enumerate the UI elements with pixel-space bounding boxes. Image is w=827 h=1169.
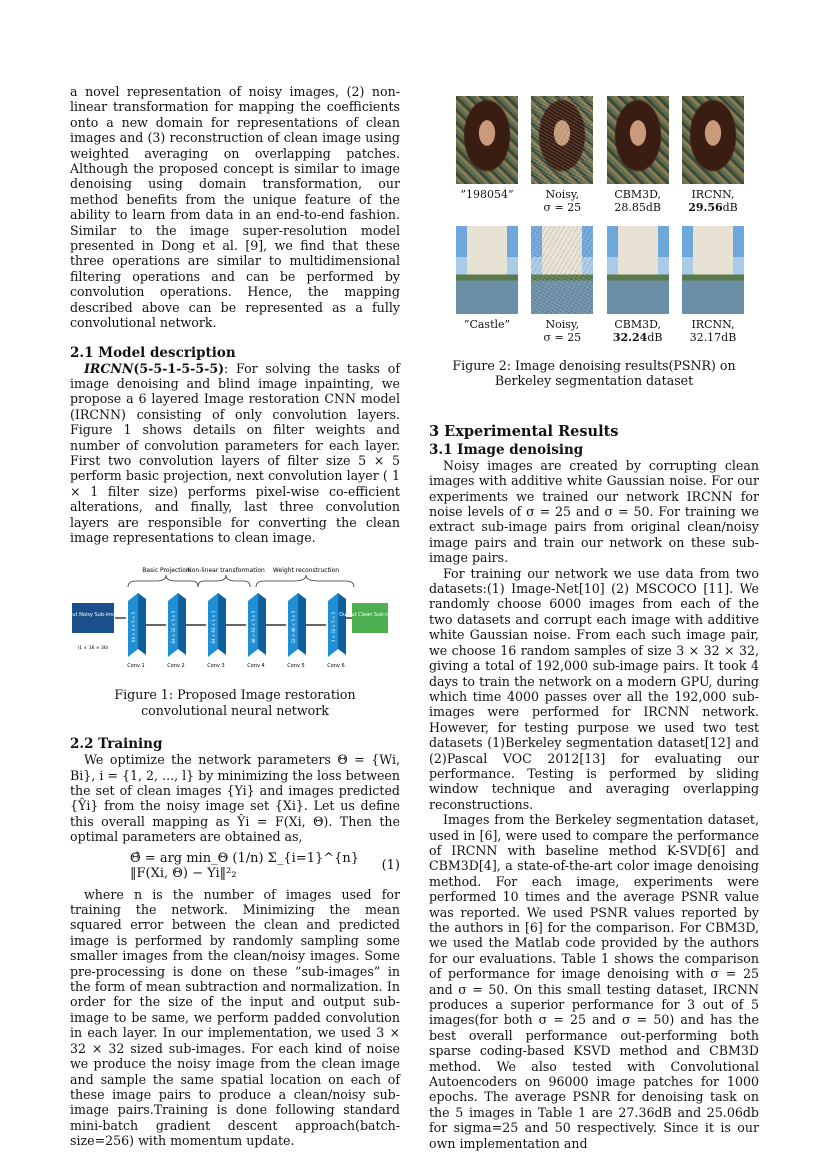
figure-1-caption: Figure 1: Proposed Image restoration convolutional neural network [114, 687, 356, 718]
conv-layer-name: Conv 3 [207, 663, 225, 670]
image-caption: Noisy, [545, 188, 580, 201]
section-2-1-heading: 2.1 Model description [70, 344, 236, 361]
ircnn-architecture: (5-5-1-5-5-5) [133, 360, 225, 376]
conv-layer-side [218, 593, 226, 655]
output-block [352, 603, 388, 633]
image-caption [606, 331, 670, 344]
conv-layer-name: Conv 6 [327, 663, 345, 670]
image-caption: IRCNN, [691, 318, 735, 331]
image-caption [681, 201, 745, 214]
castle-clean-image [456, 226, 518, 314]
conv-layer-block [146, 593, 186, 669]
equation-1 [70, 851, 400, 881]
conv-layer-name: Conv 4 [247, 663, 265, 670]
portrait-cbm3d-image [607, 96, 669, 184]
right-column [429, 84, 759, 1151]
conv-layer-block [186, 593, 226, 669]
castle-ircnn-image [682, 226, 744, 314]
denoising-paragraph-1: Noisy images are created by corrupting clean images with additive white Gaussian noise. For our experiments we trained our network IRCNN for noise levels of σ = 25 and σ = 50. For training we extract sub-image pairs from original clean/noisy image pairs and train our network on these sub-image pairs. [429, 457, 759, 566]
conv-layer-block [266, 593, 306, 669]
figure-2-cell [681, 226, 745, 344]
conv-layer-block [226, 593, 266, 669]
figure-2-cell [681, 96, 745, 214]
conv-layer-block [306, 593, 346, 669]
weight-reconstruction-label: Weight reconstruction [272, 567, 340, 575]
conv-layer-side [258, 593, 266, 655]
image-caption: 32.17dB [689, 331, 737, 344]
image-caption: 28.85dB [614, 201, 661, 214]
intro-paragraph: a novel representation of noisy images, (2) non-linear transformation for mapping the coefficients onto a new domain for representations of clean images and (3) reconstruction of clean image using weighted averaging on overlapping patches. Although the proposed concept is similar to image denoising using domain transformation, our method benefits from the unique feature of the ability to learn from data in an end-to-end fashion. Similar to the image super-resolution model presented in Dong et al. [9], we find that these three operations are similar to multidimensional filtering operations and can be performed by convolution operations. Hence, the mapping described above can be represented as a fully convolutional network. [70, 84, 400, 331]
training-paragraph-1: We optimize the network parameters Θ = {Wi, Bi}, i = {1, 2, ..., l} by minimizing the loss between the set of clean images {Yi} and images predicted {Ŷi} from the noisy image set {Xi}. Let us define this overall mapping as Ŷi = F(Xi, Θ). Then the optimal parameters are obtained as, [70, 752, 400, 845]
image-caption: σ = 25 [543, 201, 582, 214]
section-3-1-heading: 3.1 Image denoising [429, 441, 584, 458]
conv-layer-name: Conv 5 [287, 663, 305, 670]
image-caption: ”198054” [460, 188, 514, 201]
conv-layer-dims: 64 × 64 × 1 × 1 [211, 610, 216, 644]
conv-layer-name: Conv 1 [127, 663, 145, 670]
figure-1-diagram [64, 563, 401, 673]
conv-layer-dims: 64 × 32 × 5 × 5 [171, 610, 176, 644]
conv-layer-dims: 64 × 3 × 5 × 5 [131, 612, 136, 643]
image-caption: CBM3D, [614, 188, 661, 201]
conv-layer-side [298, 593, 306, 655]
figure-2-cell [455, 226, 519, 344]
equation-number: (1) [381, 858, 400, 874]
section-3-heading: 3 Experimental Results [429, 422, 619, 440]
training-paragraph-2: where n is the number of images used for training the network. Minimizing the mean squared error between the clean and predicted image is performed by randomly sampling some smaller images from the clean/noisy images. Some pre-processing is done on these ”sub-images” in the form of mean subtraction and normalization. In order for the size of the input and output sub-image to be same, we perform padded convolution in each layer. In our implementation, we used 3 × 32 × 32 sized sub-images. For each kind of noise we produce the noisy image from the clean image and sample the same spatial location on each of these image pairs to produce a clean/noisy sub-image pairs.Training is done following standard mini-batch gradient descent approach(batch-size=256) with momentum update. [70, 886, 400, 1149]
input-block [72, 603, 114, 633]
castle-cbm3d-image [607, 226, 669, 314]
output-label: Output Clean Sub-image [339, 612, 401, 619]
conv-layer-side [138, 593, 146, 655]
conv-layer-dims: 32 × 48 × 5 × 5 [291, 610, 296, 644]
figure-2-row-2 [455, 226, 745, 344]
image-caption: Noisy, [545, 318, 580, 331]
basic-projection-label: Basic Projection [142, 567, 190, 575]
denoising-paragraph-3: Images from the Berkeley segmentation dataset, used in [6], were used to compare the performance of IRCNN with baseline method K-SVD[6] and CBM3D[4], a state-of-the-art color image denoising method. For each image, experiments were performed 10 times and the average PSNR value was reported. We used PSNR values reported by the authors in [6] for the comparison. For CBM3D, we used the Matlab code provided by the authors for our evaluations. Table 1 shows the comparison of performance for image denoising with σ = 25 and σ = 50. On this small testing dataset, IRCNN produces a superior performance for 3 out of 5 images(for both σ = 25 and σ = 50) and has the best overall performance out-performing both sparse coding-based KSVD method and CBM3D method. We also tested with Convolutional Autoencoders on 96000 image patches for 1000 epochs. The average PSNR for denoising task on the 5 images in Table 1 are 27.36dB and 25.06db for sigma=25 and 50 respectively. Since it is our own implementation and [429, 812, 759, 1151]
figure-2-cell [530, 226, 594, 344]
model-description-text: : For solving the tasks of image denoising and blind image inpainting, we propose a 6 layered Image restoration CNN model (IRCNN) consisting of only convolution layers. Figure 1 shows details on filter weights and number of convolution parameters for each layer. First two convolution layers of filter size 5 × 5 perform basic projection, next convolution layer ( 1 × 1 filter size) performs pixel-wise co-efficient alterations, and finally, last three convolution layers are responsible for converting the clean image representations to clean image. [70, 360, 400, 545]
image-caption: ”Castle” [463, 318, 511, 331]
figure-2-cell [530, 96, 594, 214]
figure-2-cell [606, 226, 670, 344]
figure-2-cell [455, 96, 519, 214]
ircnn-term: IRCNN [84, 360, 134, 376]
network-diagram [64, 563, 401, 673]
figure-2-row-1 [455, 96, 745, 214]
castle-noisy-image [531, 226, 593, 314]
conv-layer-dims: 48 × 64 × 5 × 5 [251, 610, 256, 644]
denoising-paragraph-2: For training our network we use data from two datasets:(1) Image-Net[10] (2) MSCOCO [11]. We randomly choose 6000 images from each of the two datasets and corrupt each image with additive white Gaussian noise. From each such image pair, we choose 16 random samples of size 3 × 32 × 32, giving a total of 192,000 sub-image pairs. It took 4 days to train the network on a modern GPU, during which time 4000 passes over all the 192,000 sub-images were performed for IRCNN network. However, for testing purpose we used two test datasets (1)Berkeley segmentation dataset[12] and (2)Pascal VOC 2012[13] for evaluating our performance. Testing is performed by sliding window technique and averaging overlapping reconstructions. [429, 565, 759, 812]
psnr-unit: dB [722, 201, 738, 214]
non-linear-transformation-label: Non-linear transformation [187, 567, 265, 575]
conv-layer-name: Conv 2 [167, 663, 185, 670]
input-dimension: (1 × 36 × 36) [77, 646, 109, 652]
portrait-noisy-image [531, 96, 593, 184]
conv-layer-side [178, 593, 186, 655]
portrait-clean-image [456, 96, 518, 184]
model-description-paragraph [70, 361, 400, 546]
psnr-best-value: 32.24 [612, 331, 648, 344]
figure-2 [455, 96, 745, 344]
left-column [64, 84, 401, 1149]
equation-body: Θ̂ = arg min_Θ (1/n) Σ_{i=1}^{n} ‖F(Xi, Θ) − Yi‖²₂ [130, 850, 360, 881]
image-caption: IRCNN, [691, 188, 735, 201]
image-caption: σ = 25 [543, 331, 582, 344]
psnr-best-value: 29.56 [688, 201, 723, 214]
conv-layer-block [115, 593, 146, 669]
conv-layer-dims: 3 × 32 × 5 × 5 [331, 612, 336, 643]
figure-2-caption: Figure 2: Image denoising results(PSNR) on Berkeley segmentation dataset [452, 358, 736, 389]
psnr-unit: dB [647, 331, 663, 344]
portrait-ircnn-image [682, 96, 744, 184]
image-caption: CBM3D, [614, 318, 661, 331]
figure-2-cell [606, 96, 670, 214]
input-label: Input Noisy Sub-image [64, 612, 122, 619]
conv-layer-side [338, 593, 346, 655]
section-2-2-heading: 2.2 Training [70, 736, 163, 753]
